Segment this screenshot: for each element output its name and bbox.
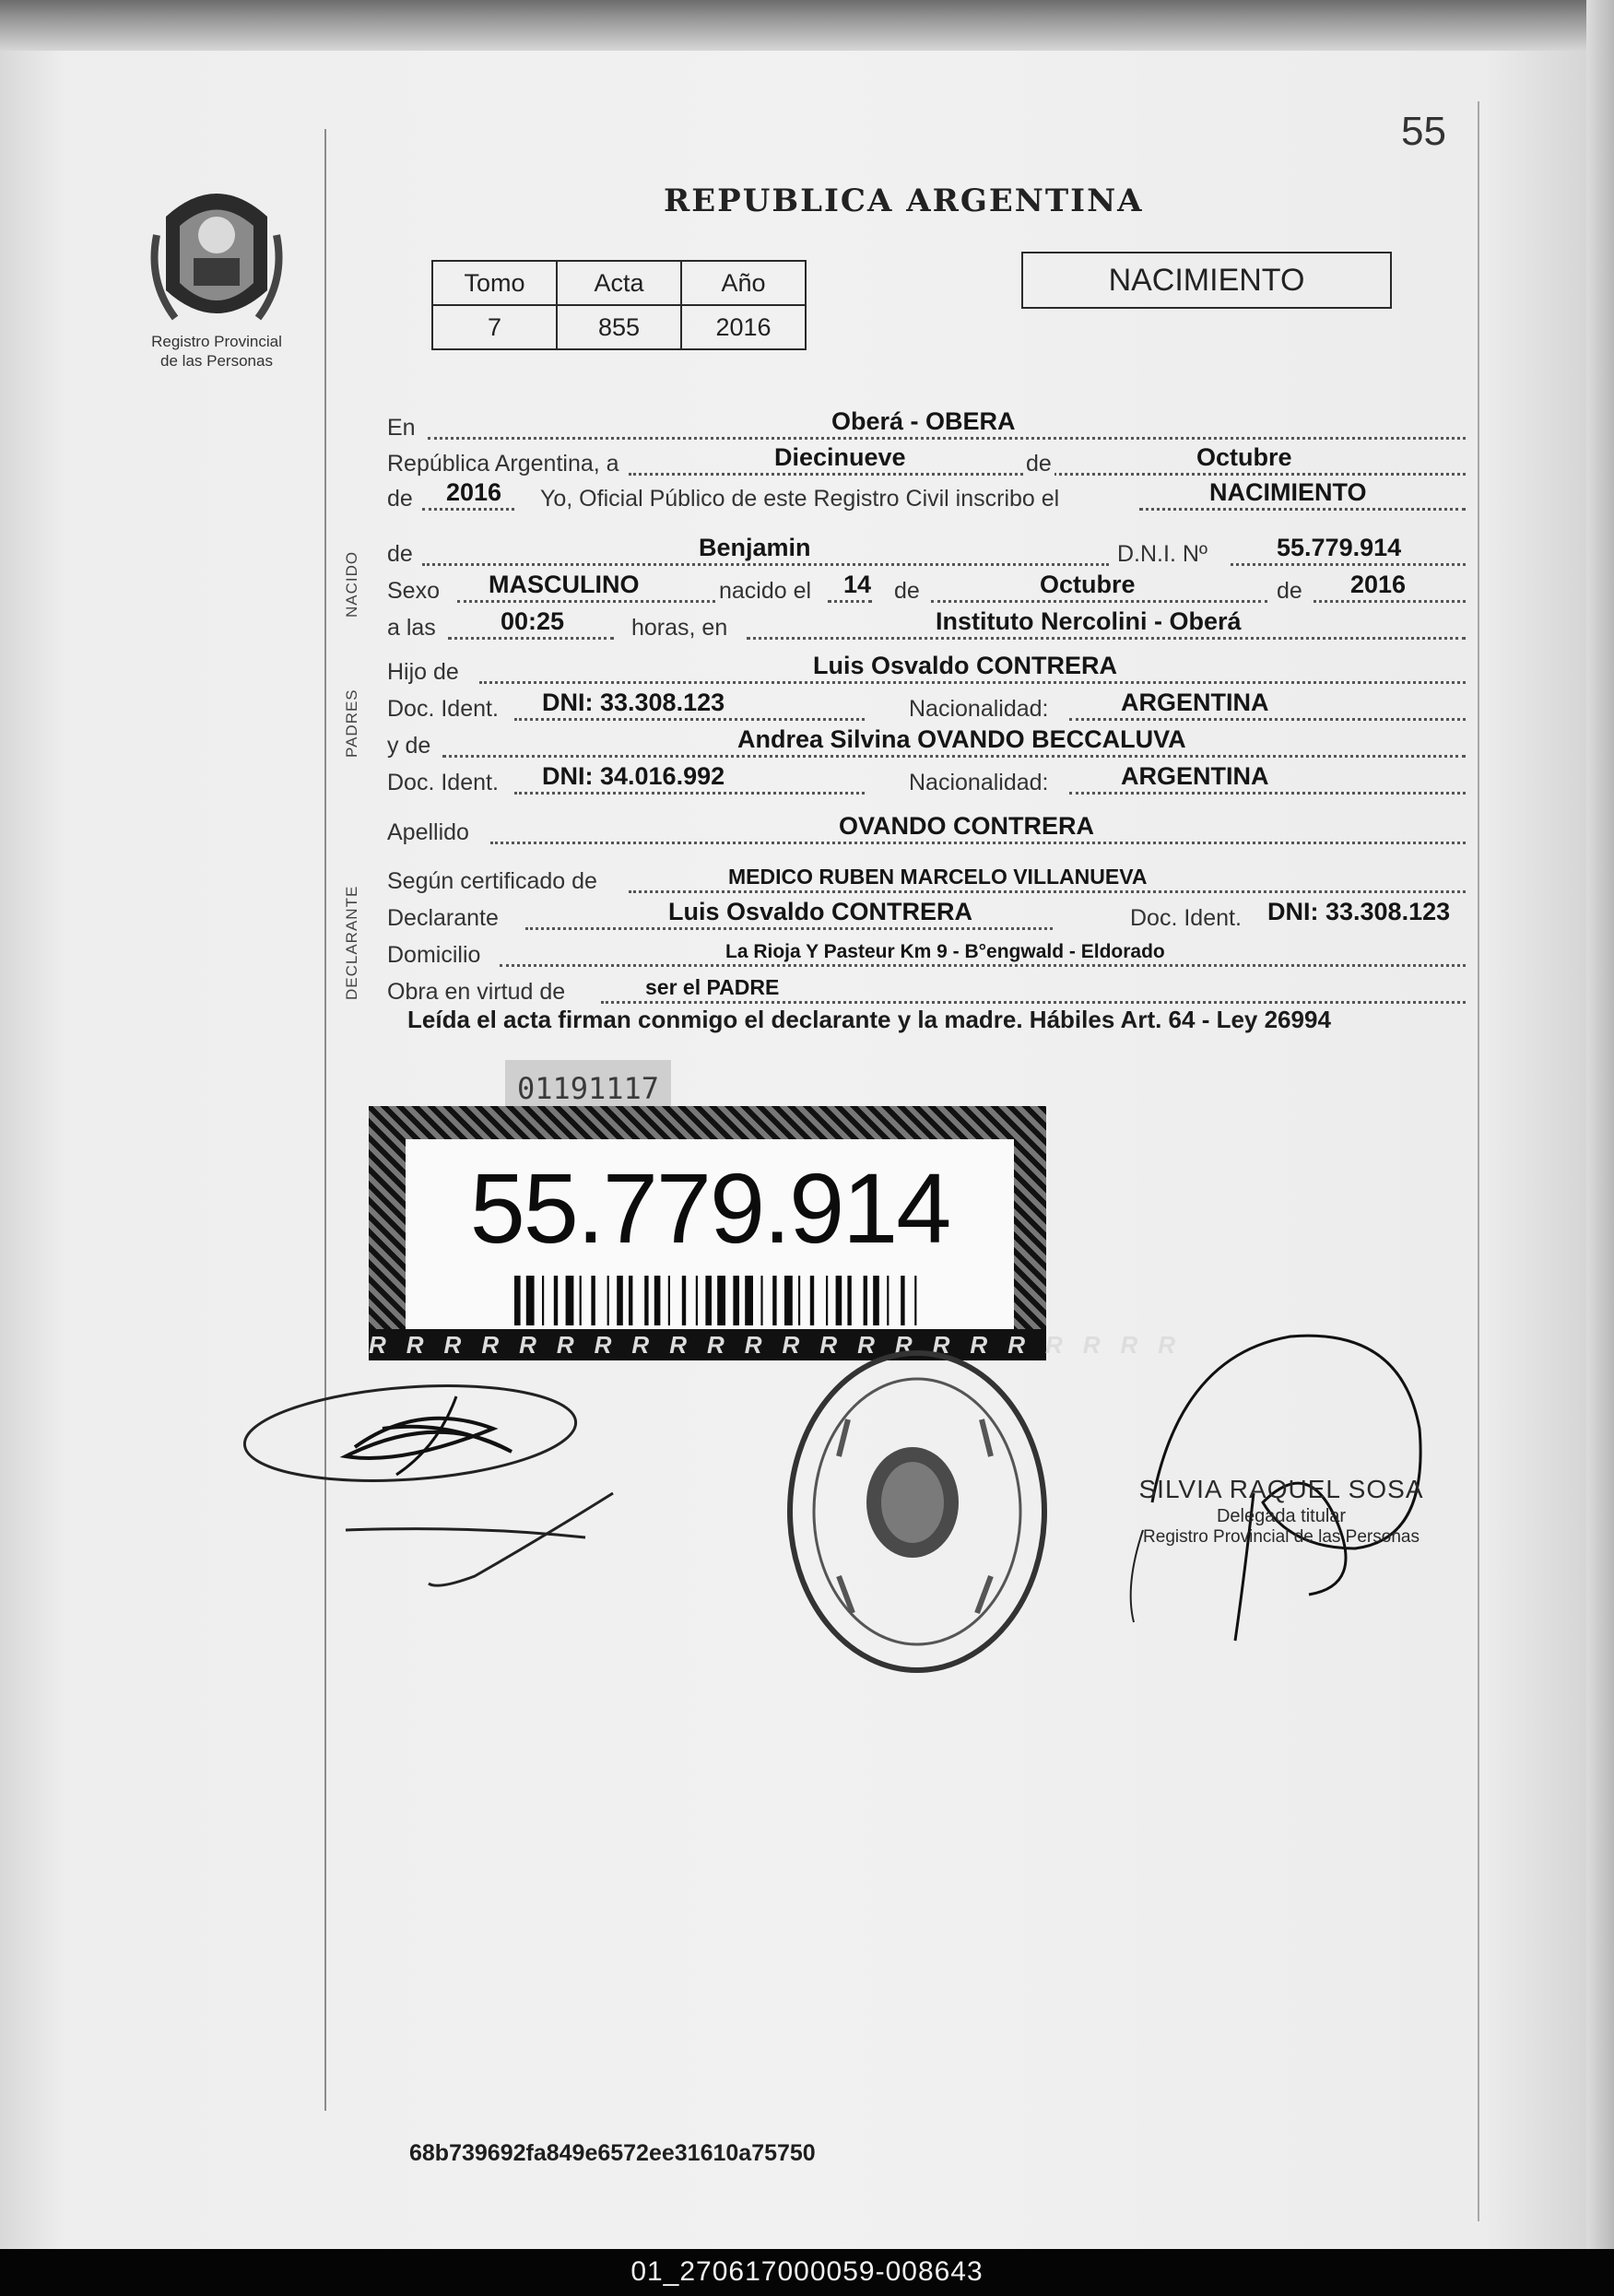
header-acta: Acta xyxy=(557,261,681,305)
field-surname: OVANDO CONTRERA xyxy=(839,812,1095,840)
barcode-bar xyxy=(566,1276,574,1325)
field-birth-place: Instituto Nercolini - Oberá xyxy=(936,607,1242,635)
right-margin-line xyxy=(1478,101,1479,2221)
dotted-line xyxy=(514,792,865,795)
row-mother-doc xyxy=(387,763,1466,800)
side-label-declarante: DECLARANTE xyxy=(343,885,360,1000)
barcode-bar xyxy=(847,1276,851,1325)
label-time: a las xyxy=(387,615,436,641)
row-registry-statement xyxy=(387,479,1466,516)
dotted-line xyxy=(428,437,1466,440)
dotted-line xyxy=(1231,563,1466,566)
barcode-bar xyxy=(554,1276,558,1325)
row-address xyxy=(387,936,1466,972)
barcode-bar xyxy=(864,1276,867,1325)
label-republic: República Argentina, a xyxy=(387,451,619,477)
barcode-bar xyxy=(760,1276,762,1325)
row-certificate xyxy=(387,862,1466,899)
dotted-line xyxy=(448,637,614,640)
row-date xyxy=(387,444,1466,481)
barcode-bar xyxy=(644,1276,648,1325)
barcode-bar xyxy=(542,1276,544,1325)
barcode-bar xyxy=(836,1276,842,1325)
value-tomo: 7 xyxy=(432,305,557,349)
row-time-place xyxy=(387,608,1466,645)
registry-label-line1: Registro Provincial xyxy=(151,333,282,350)
field-address: La Rioja Y Pasteur Km 9 - B°engwald - Eldorado xyxy=(725,941,1165,962)
dotted-line xyxy=(525,927,1053,930)
value-acta: 855 xyxy=(557,305,681,349)
dotted-line xyxy=(514,718,865,721)
field-mother-doc: DNI: 34.016.992 xyxy=(542,762,725,790)
barcode-bar xyxy=(696,1276,698,1325)
label-certificate: Según certificado de xyxy=(387,868,597,894)
barcode-bar xyxy=(772,1276,776,1325)
label-sex: Sexo xyxy=(387,578,440,604)
header-ano: Año xyxy=(681,261,806,305)
field-birth-time: 00:25 xyxy=(501,607,565,635)
field-act-type: NACIMIENTO xyxy=(1209,478,1367,506)
label-registry-statement: Yo, Oficial Público de este Registro Civil inscribo el xyxy=(540,486,1060,512)
label-son-of: Hijo de xyxy=(387,659,459,685)
barcode-bar xyxy=(873,1276,879,1325)
barcode-bar xyxy=(887,1276,889,1325)
dotted-line xyxy=(828,600,872,603)
label-by-virtue: Obra en virtud de xyxy=(387,979,566,1005)
field-mother-nationality: ARGENTINA xyxy=(1121,762,1269,790)
sticker-dni-number: 55.779.914 xyxy=(469,1152,950,1264)
barcode-bar xyxy=(745,1276,753,1325)
dotted-line xyxy=(1314,600,1466,603)
barcode-bar xyxy=(784,1276,793,1325)
page-number: 55 xyxy=(1401,109,1446,154)
barcode-bar xyxy=(810,1276,814,1325)
barcode-bar xyxy=(591,1276,595,1325)
label-doc: Doc. Ident. xyxy=(387,696,499,722)
book-table-value-row xyxy=(432,305,806,349)
scan-top-shadow xyxy=(0,0,1614,51)
field-month: Octubre xyxy=(1196,443,1292,471)
signature-left xyxy=(235,1364,714,1604)
document-type-box: NACIMIENTO xyxy=(1021,252,1392,309)
officer-role: Delegada titular xyxy=(1216,1506,1347,1526)
sticker-white-panel xyxy=(406,1139,1014,1335)
barcode-bar xyxy=(798,1276,800,1325)
official-seal xyxy=(783,1346,1051,1678)
label-hours: horas, en xyxy=(631,615,728,641)
label-de: de xyxy=(894,578,920,604)
row-place xyxy=(387,408,1466,445)
label-de: de xyxy=(1277,578,1302,604)
registry-label xyxy=(120,332,313,371)
label-address: Domicilio xyxy=(387,942,481,968)
field-certificate: MEDICO RUBEN MARCELO VILLANUEVA xyxy=(728,865,1148,889)
closing-statement: Leída el acta firman conmigo el declarante y la madre. Hábiles Art. 64 - Ley 26994 xyxy=(407,1006,1331,1033)
barcode-bar xyxy=(733,1276,739,1325)
label-en: En xyxy=(387,415,416,441)
header-tomo: Tomo xyxy=(432,261,557,305)
barcode-bar xyxy=(682,1276,686,1325)
barcode-icon xyxy=(514,1276,916,1325)
field-mother-name: Andrea Silvina OVANDO BECCALUVA xyxy=(737,725,1186,753)
barcode-bar xyxy=(514,1276,521,1325)
label-declarant: Declarante xyxy=(387,905,499,931)
book-reference-table xyxy=(431,260,807,350)
document-hash: 68b739692fa849e6572ee31610a75750 xyxy=(409,2140,816,2166)
dotted-line xyxy=(442,755,1466,758)
barcode-bar xyxy=(705,1276,712,1325)
left-margin-line xyxy=(324,129,326,2111)
label-born: nacido el xyxy=(719,578,812,604)
label-de: de xyxy=(387,541,413,567)
field-birth-month: Octubre xyxy=(1040,571,1136,598)
field-place: Oberá - OBERA xyxy=(831,407,1016,435)
registry-label-line2: de las Personas xyxy=(160,352,273,370)
row-mother xyxy=(387,726,1466,763)
field-declarant-doc: DNI: 33.308.123 xyxy=(1267,898,1451,925)
field-declarant: Luis Osvaldo CONTRERA xyxy=(668,898,973,925)
row-name xyxy=(387,535,1466,571)
barcode-bar xyxy=(901,1276,904,1325)
label-de: de xyxy=(387,486,413,512)
row-sex xyxy=(387,571,1466,608)
label-nationality: Nacionalidad: xyxy=(909,696,1049,722)
dotted-line xyxy=(629,890,1466,893)
sticker-strip-letters: RRRRRRRRRRRRRRRRRRRRRR xyxy=(369,1331,1196,1359)
row-father-doc xyxy=(387,689,1466,726)
field-dni: 55.779.914 xyxy=(1277,534,1402,561)
barcode-bar xyxy=(914,1276,916,1325)
field-father-name: Luis Osvaldo CONTRERA xyxy=(813,652,1118,679)
stamped-number: 01191117 xyxy=(505,1060,671,1113)
field-day-words: Diecinueve xyxy=(774,443,906,471)
dni-security-sticker xyxy=(369,1106,1196,1360)
label-doc: Doc. Ident. xyxy=(387,770,499,795)
label-and: y de xyxy=(387,733,431,759)
dotted-line xyxy=(422,508,514,511)
dotted-line xyxy=(500,964,1466,967)
row-surname xyxy=(387,813,1466,850)
label-surname: Apellido xyxy=(387,819,469,845)
dotted-line xyxy=(747,637,1466,640)
field-name: Benjamin xyxy=(699,534,811,561)
dotted-line xyxy=(1069,718,1466,721)
side-label-padres: PADRES xyxy=(343,689,360,758)
value-ano: 2016 xyxy=(681,305,806,349)
field-year: 2016 xyxy=(446,478,502,506)
dotted-line xyxy=(1139,508,1466,511)
field-birth-day: 14 xyxy=(843,571,872,598)
field-birth-year: 2016 xyxy=(1350,571,1407,598)
dotted-line xyxy=(457,600,715,603)
row-declarant xyxy=(387,899,1466,936)
row-father xyxy=(387,653,1466,689)
dotted-line xyxy=(931,600,1267,603)
side-label-nacido: NACIDO xyxy=(343,550,360,618)
barcode-bar xyxy=(607,1276,609,1325)
officer-stamp xyxy=(1106,1475,1456,1548)
barcode-bar xyxy=(668,1276,670,1325)
field-father-doc: DNI: 33.308.123 xyxy=(542,689,725,716)
officer-office: Registro Provincial de las Personas xyxy=(1143,1527,1420,1547)
page-title: REPUBLICA ARGENTINA xyxy=(664,183,1144,219)
label-dni: D.N.I. Nº xyxy=(1117,541,1208,567)
label-doc: Doc. Ident. xyxy=(1130,905,1242,931)
barcode-bar xyxy=(526,1276,535,1325)
scan-footer-code: 01_270617000059-008643 xyxy=(630,2256,984,2287)
dotted-line xyxy=(490,842,1466,844)
officer-name: SILVIA RAQUEL SOSA xyxy=(1138,1475,1424,1503)
barcode-bar xyxy=(580,1276,582,1325)
dotted-line xyxy=(479,681,1466,684)
label-de: de xyxy=(1023,451,1054,477)
barcode-bar xyxy=(654,1276,661,1325)
label-nationality: Nacionalidad: xyxy=(909,770,1049,795)
scan-right-edge xyxy=(1586,0,1614,2249)
dotted-line xyxy=(1069,792,1466,795)
field-sex: MASCULINO xyxy=(489,571,640,598)
field-by-virtue: ser el PADRE xyxy=(645,975,780,999)
barcode-bar xyxy=(717,1276,725,1325)
barcode-bar xyxy=(629,1276,632,1325)
province-coat-of-arms xyxy=(147,180,286,336)
barcode-bar xyxy=(617,1276,623,1325)
book-table-header-row xyxy=(432,261,806,305)
dotted-line xyxy=(422,563,1109,566)
field-father-nationality: ARGENTINA xyxy=(1121,689,1269,716)
barcode-bar xyxy=(826,1276,828,1325)
